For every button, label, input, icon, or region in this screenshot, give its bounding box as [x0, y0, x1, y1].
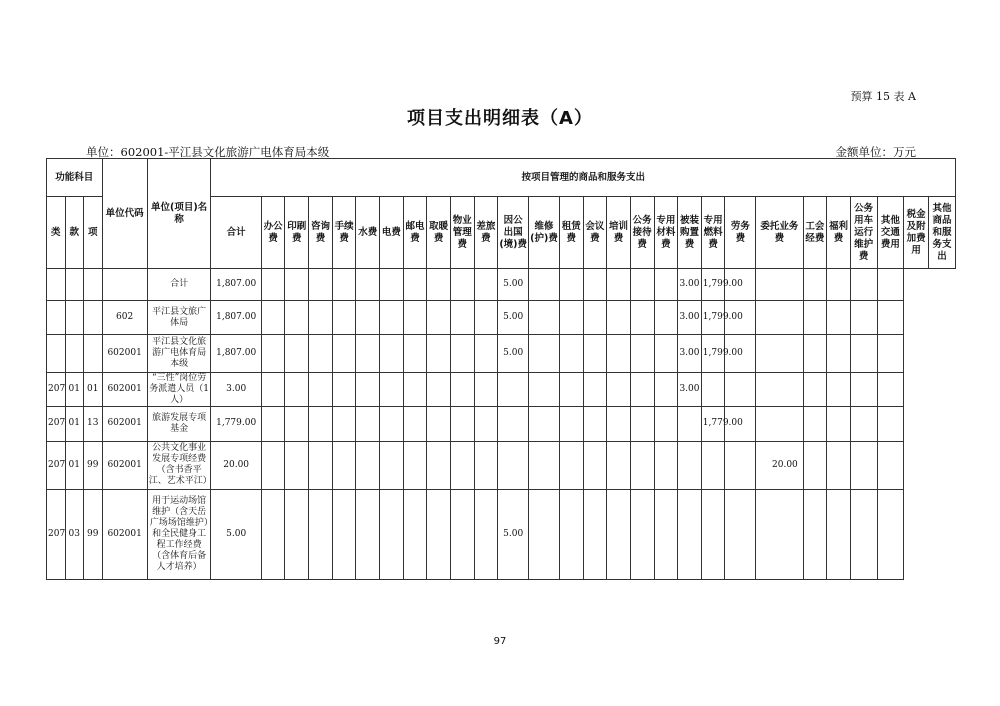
- cell-empty: [427, 441, 451, 489]
- header-goods-services: 按项目管理的商品和服务支出: [211, 159, 956, 197]
- header-welfare: 福利费: [827, 197, 851, 269]
- table-row: [47, 301, 956, 335]
- cell-labor: 3.00: [678, 301, 702, 335]
- cell-unit-name: 合计: [147, 269, 211, 301]
- cell-empty: 20.00: [756, 441, 803, 489]
- cell-empty: [850, 301, 877, 335]
- cell-empty: [654, 301, 678, 335]
- cell-xiang: [84, 301, 103, 335]
- cell-empty: [380, 407, 404, 441]
- cell-empty: [450, 407, 474, 441]
- cell-unit-code: 602001: [102, 373, 147, 407]
- cell-empty: [607, 407, 631, 441]
- cell-unit-name: 公共文化事业发展专项经费（含书香平江、艺术平江）: [147, 441, 211, 489]
- cell-empty: [607, 373, 631, 407]
- cell-empty: [827, 335, 851, 373]
- cell-empty: [403, 489, 427, 579]
- cell-empty: [827, 301, 851, 335]
- header-reception: 公务接待费: [630, 197, 654, 269]
- cell-empty: [474, 269, 498, 301]
- header-repair: 维修(护)费: [529, 197, 560, 269]
- cell-empty: [630, 301, 654, 335]
- cell-empty: [529, 335, 560, 373]
- budget-table-tag: 预算 15 表 A: [850, 90, 916, 103]
- header-fee: 手续费: [332, 197, 356, 269]
- cell-empty: [803, 407, 827, 441]
- header-equipment: 被装购置费: [678, 197, 702, 269]
- header-entrust: 委托业务费: [756, 197, 803, 269]
- cell-empty: [654, 269, 678, 301]
- cell-empty: [583, 301, 607, 335]
- amount-unit-label: 金额单位：万元: [835, 145, 916, 159]
- cell-empty: [850, 335, 877, 373]
- header-consult: 咨询费: [309, 197, 333, 269]
- cell-empty: [332, 441, 356, 489]
- cell-empty: [427, 301, 451, 335]
- cell-empty: [827, 407, 851, 441]
- header-unit-code: 单位代码: [102, 159, 147, 269]
- cell-empty: [877, 335, 904, 373]
- cell-empty: [803, 441, 827, 489]
- header-xiang: 项: [84, 197, 103, 269]
- cell-empty: [583, 373, 607, 407]
- cell-empty: [332, 489, 356, 579]
- cell-empty: [827, 373, 851, 407]
- cell-unit-name: “三性”岗位劳务派遣人员（1人）: [149, 373, 209, 406]
- header-office: 办公费: [261, 197, 285, 269]
- cell-empty: [474, 301, 498, 335]
- cell-empty: [630, 441, 654, 489]
- page-number: 97: [493, 636, 507, 647]
- header-total: 合计: [211, 197, 261, 269]
- cell-empty: [803, 301, 827, 335]
- cell-empty: [332, 373, 356, 407]
- cell-empty: [427, 335, 451, 373]
- cell-empty: [450, 335, 474, 373]
- cell-empty: [309, 441, 333, 489]
- cell-empty: [654, 373, 678, 407]
- cell-empty: [630, 407, 654, 441]
- cell-unit-code: 602001: [102, 335, 147, 373]
- table-row: [47, 373, 956, 407]
- cell-empty: [850, 373, 877, 407]
- header-electricity: 电费: [380, 197, 404, 269]
- cell-empty: [403, 407, 427, 441]
- cell-empty: [332, 301, 356, 335]
- cell-empty: [450, 441, 474, 489]
- header-transport: 其他交通费用: [877, 197, 904, 269]
- cell-empty: [803, 335, 827, 373]
- cell-empty: [630, 269, 654, 301]
- header-water: 水费: [356, 197, 380, 269]
- table-row: [47, 407, 956, 441]
- cell-repair: [498, 441, 529, 489]
- cell-total: 5.00: [211, 489, 261, 579]
- cell-empty: [427, 269, 451, 301]
- table-row: [47, 489, 956, 579]
- cell-empty: [261, 335, 285, 373]
- cell-empty: [559, 301, 583, 335]
- page-title: 项目支出明细表（A）: [407, 108, 593, 129]
- cell-empty: [607, 269, 631, 301]
- cell-labor: 3.00: [678, 335, 702, 373]
- cell-repair: [498, 407, 529, 441]
- cell-xiang: 99: [84, 441, 103, 489]
- cell-unit-name: 平江县文旅广体局: [147, 301, 211, 335]
- cell-empty: [261, 373, 285, 407]
- cell-kuan: 03: [65, 489, 84, 579]
- cell-unit-code: 602001: [102, 441, 147, 489]
- header-fuel: 专用燃料费: [701, 197, 725, 269]
- cell-empty: [559, 407, 583, 441]
- cell-lei: 207: [47, 489, 66, 579]
- cell-empty: [356, 301, 380, 335]
- cell-unit-code: 602001: [102, 489, 147, 579]
- cell-empty: [403, 269, 427, 301]
- cell-empty: [850, 269, 877, 301]
- cell-repair: 5.00: [498, 269, 529, 301]
- cell-empty: [261, 441, 285, 489]
- cell-empty: [450, 269, 474, 301]
- header-lei: 类: [47, 197, 66, 269]
- cell-empty: [332, 269, 356, 301]
- cell-total: 20.00: [211, 441, 261, 489]
- cell-total: 1,807.00: [211, 335, 261, 373]
- cell-labor: [678, 489, 702, 579]
- table-body: [47, 269, 956, 580]
- cell-empty: [877, 373, 904, 407]
- cell-kuan: [65, 301, 84, 335]
- cell-entrust: 1,779.00: [701, 407, 725, 441]
- cell-empty: [356, 407, 380, 441]
- cell-empty: [827, 269, 851, 301]
- cell-entrust: 1,799.00: [701, 301, 725, 335]
- cell-kuan: 01: [65, 441, 84, 489]
- cell-empty: [756, 269, 803, 301]
- cell-kuan: [65, 335, 84, 373]
- unit-label: 单位：602001-平江县文化旅游广电体育局本级: [86, 145, 330, 159]
- cell-empty: [309, 407, 333, 441]
- cell-empty: [827, 441, 851, 489]
- cell-empty: [559, 441, 583, 489]
- table-row: [47, 441, 956, 489]
- header-property: 物业管理费: [450, 197, 474, 269]
- cell-repair: 5.00: [498, 489, 529, 579]
- table-row: [47, 335, 956, 373]
- header-other: 其他商品和服务支出: [928, 197, 955, 269]
- cell-empty: [850, 407, 877, 441]
- cell-empty: [529, 441, 560, 489]
- cell-empty: [630, 489, 654, 579]
- cell-xiang: 99: [84, 489, 103, 579]
- cell-repair: 5.00: [498, 335, 529, 373]
- cell-empty: [474, 407, 498, 441]
- cell-empty: [583, 335, 607, 373]
- cell-empty: [380, 489, 404, 579]
- cell-empty: [756, 373, 803, 407]
- cell-total: 3.00: [211, 373, 261, 407]
- header-meeting: 会议费: [583, 197, 607, 269]
- cell-xiang: [84, 335, 103, 373]
- cell-unit-code: 602: [102, 301, 147, 335]
- cell-empty: [529, 489, 560, 579]
- cell-empty: [427, 407, 451, 441]
- cell-empty: [427, 373, 451, 407]
- cell-lei: [47, 269, 66, 301]
- header-print: 印刷费: [285, 197, 309, 269]
- cell-empty: [474, 489, 498, 579]
- cell-empty: [654, 441, 678, 489]
- header-union: 工会经费: [803, 197, 827, 269]
- cell-empty: [356, 373, 380, 407]
- cell-empty: [450, 489, 474, 579]
- cell-empty: [309, 373, 333, 407]
- cell-unit-name: 旅游发展专项基金: [147, 407, 211, 441]
- cell-empty: [559, 335, 583, 373]
- cell-empty: [380, 269, 404, 301]
- cell-empty: [529, 407, 560, 441]
- cell-empty: [380, 373, 404, 407]
- cell-total: 1,779.00: [211, 407, 261, 441]
- header-rent: 租赁费: [559, 197, 583, 269]
- cell-entrust: [701, 489, 725, 579]
- cell-empty: [356, 489, 380, 579]
- header-abroad: 因公出国(境)费: [498, 197, 529, 269]
- cell-empty: [285, 441, 309, 489]
- cell-empty: [285, 269, 309, 301]
- cell-empty: [529, 373, 560, 407]
- cell-empty: [850, 489, 877, 579]
- cell-empty: [403, 373, 427, 407]
- cell-empty: [583, 441, 607, 489]
- cell-empty: [403, 301, 427, 335]
- cell-empty: [285, 489, 309, 579]
- cell-empty: [450, 301, 474, 335]
- cell-lei: 207: [47, 373, 66, 407]
- cell-empty: [427, 489, 451, 579]
- cell-lei: 207: [47, 407, 66, 441]
- cell-empty: [474, 373, 498, 407]
- cell-empty: [756, 335, 803, 373]
- header-vehicle: 公务用车运行维护费: [850, 197, 877, 269]
- header-kuan: 款: [65, 197, 84, 269]
- cell-empty: [450, 373, 474, 407]
- cell-labor: [678, 441, 702, 489]
- cell-empty: [309, 335, 333, 373]
- cell-empty: [607, 301, 631, 335]
- cell-xiang: [84, 269, 103, 301]
- header-material: 专用材料费: [654, 197, 678, 269]
- cell-empty: [332, 407, 356, 441]
- cell-empty: [380, 335, 404, 373]
- table-row: [47, 269, 956, 301]
- cell-empty: [630, 335, 654, 373]
- cell-labor: 3.00: [678, 373, 702, 407]
- cell-repair: 5.00: [498, 301, 529, 335]
- cell-kuan: 01: [65, 407, 84, 441]
- header-unit-name: 单位(项目)名称: [147, 159, 211, 269]
- cell-total: 1,807.00: [211, 301, 261, 335]
- cell-empty: [827, 489, 851, 579]
- cell-empty: [332, 335, 356, 373]
- cell-empty: [654, 489, 678, 579]
- cell-empty: [380, 301, 404, 335]
- header-travel: 差旅费: [474, 197, 498, 269]
- header-post: 邮电费: [403, 197, 427, 269]
- cell-empty: [529, 269, 560, 301]
- header-function-subject: 功能科目: [47, 159, 103, 197]
- cell-unit-name: 用于运动场馆维护（含天岳广场场馆维护）和全民健身工程工作经费（含体育后备人才培养）: [147, 489, 211, 579]
- cell-lei: [47, 301, 66, 335]
- header-labor: 劳务费: [725, 197, 756, 269]
- cell-empty: [261, 489, 285, 579]
- cell-empty: [725, 441, 756, 489]
- cell-empty: [756, 489, 803, 579]
- cell-empty: [403, 441, 427, 489]
- cell-xiang: 13: [84, 407, 103, 441]
- cell-empty: [309, 301, 333, 335]
- cell-empty: [474, 335, 498, 373]
- cell-empty: [261, 407, 285, 441]
- cell-empty: [285, 335, 309, 373]
- cell-empty: [654, 407, 678, 441]
- cell-empty: [877, 269, 904, 301]
- cell-empty: [583, 269, 607, 301]
- cell-empty: [803, 269, 827, 301]
- header-tax: 税金及附加费用: [904, 197, 929, 269]
- cell-labor: 3.00: [678, 269, 702, 301]
- cell-total: 1,807.00: [211, 269, 261, 301]
- project-expenditure-table: [46, 158, 956, 580]
- cell-kuan: 01: [65, 373, 84, 407]
- cell-empty: [285, 407, 309, 441]
- cell-entrust: 1,799.00: [701, 335, 725, 373]
- cell-unit-code: [102, 269, 147, 301]
- cell-empty: [877, 441, 904, 489]
- cell-empty: [583, 489, 607, 579]
- cell-empty: [261, 301, 285, 335]
- cell-empty: [877, 489, 904, 579]
- cell-empty: [803, 489, 827, 579]
- header-heating: 取暖费: [427, 197, 451, 269]
- cell-empty: [607, 335, 631, 373]
- cell-lei: [47, 335, 66, 373]
- cell-empty: [309, 269, 333, 301]
- cell-entrust: [701, 441, 725, 489]
- header-training: 培训费: [607, 197, 631, 269]
- cell-empty: [285, 373, 309, 407]
- cell-unit-name: 平江县文化旅游广电体育局本级: [147, 335, 211, 373]
- cell-kuan: [65, 269, 84, 301]
- cell-empty: [403, 335, 427, 373]
- cell-empty: [529, 301, 560, 335]
- cell-labor: [678, 407, 702, 441]
- cell-xiang: 01: [84, 373, 103, 407]
- cell-empty: [654, 335, 678, 373]
- cell-empty: [877, 407, 904, 441]
- cell-empty: [356, 335, 380, 373]
- cell-empty: [261, 269, 285, 301]
- cell-empty: [380, 441, 404, 489]
- cell-empty: [725, 489, 756, 579]
- cell-empty: [285, 301, 309, 335]
- cell-empty: [559, 373, 583, 407]
- cell-empty: [559, 489, 583, 579]
- cell-empty: [356, 269, 380, 301]
- cell-empty: [583, 407, 607, 441]
- cell-entrust: [701, 373, 725, 407]
- cell-entrust: 1,799.00: [701, 269, 725, 301]
- cell-empty: [756, 407, 803, 441]
- cell-empty: [630, 373, 654, 407]
- cell-empty: [850, 441, 877, 489]
- cell-lei: 207: [47, 441, 66, 489]
- cell-unit-code: 602001: [102, 407, 147, 441]
- cell-empty: [756, 301, 803, 335]
- cell-empty: [474, 441, 498, 489]
- cell-empty: [877, 301, 904, 335]
- cell-empty: [559, 269, 583, 301]
- cell-empty: [309, 489, 333, 579]
- cell-empty: [607, 441, 631, 489]
- cell-empty: [356, 441, 380, 489]
- cell-empty: [725, 373, 756, 407]
- cell-empty: [607, 489, 631, 579]
- cell-empty: [803, 373, 827, 407]
- cell-repair: [498, 373, 529, 407]
